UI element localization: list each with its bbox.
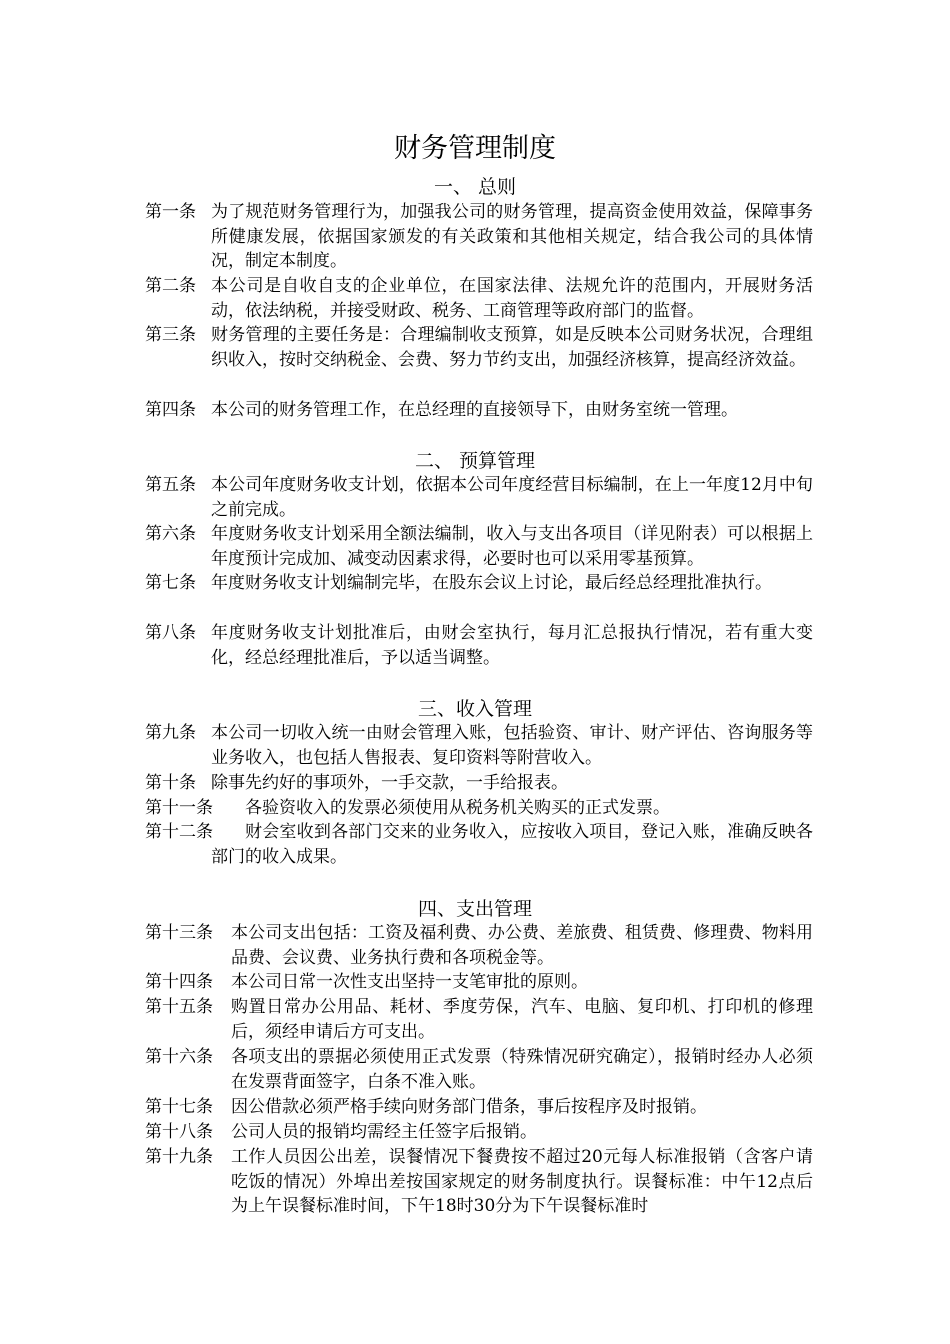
article <box>145 820 813 869</box>
article <box>145 970 813 995</box>
article-text: 本公司支出包括：工资及福利费、办公费、差旅费、租赁费、修理费、物料用品费、会议费、业务执行费和各项税金等。 <box>231 923 813 968</box>
article <box>145 721 813 770</box>
section-heading: 四、支出管理 <box>417 898 532 920</box>
article-number: 第五条 <box>145 475 196 495</box>
article <box>145 1145 813 1243</box>
article <box>145 921 813 970</box>
article-number: 第九条 <box>145 723 196 743</box>
article-text: 财务管理的主要任务是：合理编制收支预算，如是反映本公司财务状况，合理组织收入，按时交纳税金、会费、努力节约支出，加强经济核算，提高经济效益。 <box>211 325 813 370</box>
article-text: 年度财务收支计划采用全额法编制，收入与支出各项目（详见附表）可以根据上年度预计完成加、减变动因素求得，必要时也可以采用零基预算。 <box>211 524 813 569</box>
article-number: 第十九条 <box>145 1147 213 1167</box>
article-number: 第十一条 <box>145 798 213 818</box>
article-text: 年度财务收支计划编制完毕，在股东会议上讨论，最后经总经理批准执行。 <box>211 573 772 593</box>
article-number: 第二条 <box>145 276 196 296</box>
article-number: 第四条 <box>145 400 196 420</box>
article-text: 财会室收到各部门交来的业务收入，应按收入项目，登记入账，准确反映各部门的收入成果。 <box>211 822 813 867</box>
article <box>145 621 813 670</box>
article-text: 因公借款必须严格手续向财务部门借条，事后按程序及时报销。 <box>231 1097 707 1117</box>
article-text: 各验资收入的发票必须使用从税务机关购买的正式发票。 <box>245 798 670 818</box>
article <box>145 522 813 571</box>
article <box>145 995 813 1044</box>
article-number: 第十七条 <box>145 1097 213 1117</box>
article-number: 第六条 <box>145 524 196 544</box>
article-number: 第十三条 <box>145 923 213 943</box>
article-text: 购置日常办公用品、耗材、季度劳保，汽车、电脑、复印机、打印机的修理后，须经申请后方可支出。 <box>231 997 813 1042</box>
article-text: 除事先约好的事项外，一手交款，一手给报表。 <box>211 773 568 793</box>
article <box>145 200 813 274</box>
article <box>145 1120 813 1145</box>
article <box>145 796 813 821</box>
article-number: 第十五条 <box>145 997 213 1017</box>
article-text: 工作人员因公出差，误餐情况下餐费按不超过20元每人标准报销（含客户请吃饭的情况）外埠出差按国家规定的财务制度执行。误餐标准：中午12点后为上午误餐标准时间，下午18时30分为下午误餐标准时 <box>231 1147 813 1216</box>
article <box>145 398 813 423</box>
section-heading: 二、 预算管理 <box>414 450 536 472</box>
article-number: 第十六条 <box>145 1047 213 1067</box>
article <box>145 1045 813 1094</box>
article-text: 本公司日常一次性支出坚持一支笔审批的原则。 <box>231 972 588 992</box>
section-heading: 一、 总则 <box>433 176 517 198</box>
article-number: 第十四条 <box>145 972 213 992</box>
article-text: 年度财务收支计划批准后，由财会室执行，每月汇总报执行情况，若有重大变化，经总经理批准后，予以适当调整。 <box>211 623 813 668</box>
article <box>145 323 813 372</box>
article-number: 第十八条 <box>145 1122 213 1142</box>
article-number: 第三条 <box>145 325 196 345</box>
article <box>145 771 813 796</box>
article-number: 第十条 <box>145 773 196 793</box>
section-heading: 三、收入管理 <box>417 698 532 720</box>
article-text: 本公司年度财务收支计划，依据本公司年度经营目标编制，在上一年度12月中旬之前完成。 <box>211 475 813 520</box>
article-text: 公司人员的报销均需经主任签字后报销。 <box>231 1122 537 1142</box>
document-title: 财务管理制度 <box>394 133 556 164</box>
article-text: 本公司一切收入统一由财会管理入账，包括验资、审计、财产评估、咨询服务等业务收入，也包括人售报表、复印资料等附营收入。 <box>211 723 813 768</box>
article <box>145 571 813 596</box>
article-number: 第十二条 <box>145 822 213 842</box>
article <box>145 1095 813 1120</box>
article-text: 为了规范财务管理行为，加强我公司的财务管理，提高资金使用效益，保障事务所健康发展，依据国家颁发的有关政策和其他相关规定，结合我公司的具体情况，制定本制度。 <box>211 202 813 271</box>
article-text: 各项支出的票据必须使用正式发票（特殊情况研究确定），报销时经办人必须在发票背面签字，白条不准入账。 <box>231 1047 813 1092</box>
article-number: 第八条 <box>145 623 196 643</box>
article <box>145 274 813 323</box>
article-number: 第一条 <box>145 202 196 222</box>
article-number: 第七条 <box>145 573 196 593</box>
article <box>145 473 813 522</box>
article-text: 本公司的财务管理工作，在总经理的直接领导下，由财务室统一管理。 <box>211 400 738 420</box>
article-text: 本公司是自收自支的企业单位，在国家法律、法规允许的范围内，开展财务活动，依法纳税，并接受财政、税务、工商管理等政府部门的监督。 <box>211 276 813 321</box>
